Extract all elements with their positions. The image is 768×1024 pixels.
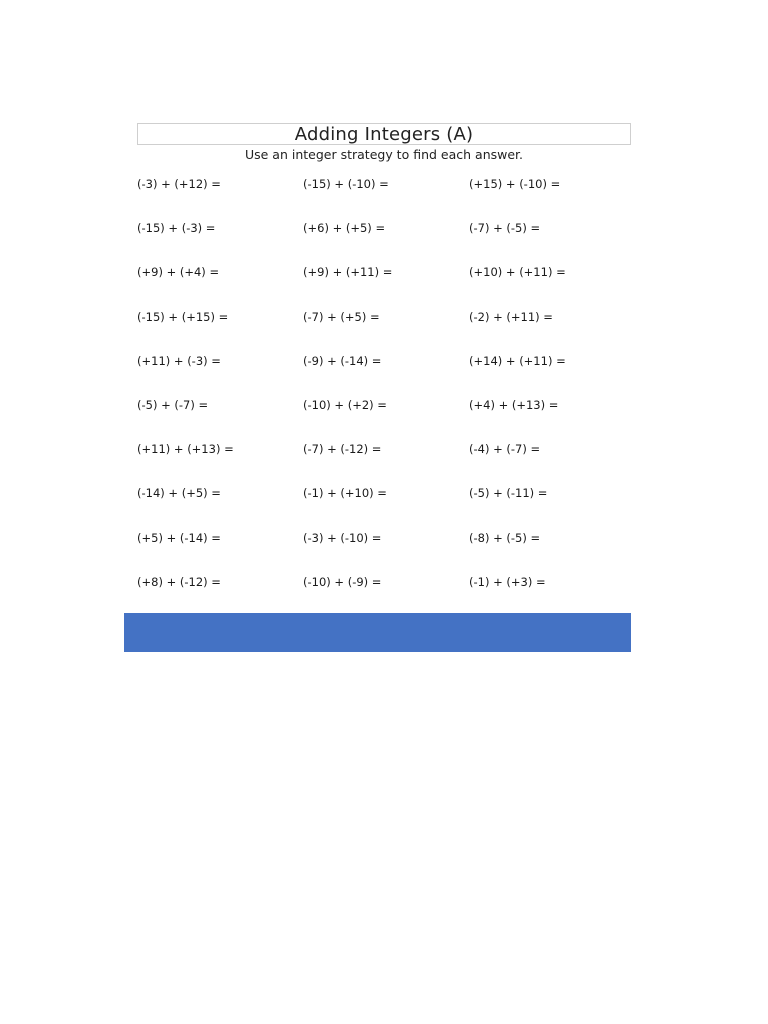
problem: (-15) + (-3) = [137,221,216,236]
problem: (-15) + (-10) = [303,177,389,191]
problem: (-5) + (-7) = [137,397,209,412]
worksheet [124,122,632,652]
problem: (-4) + (-7) = [469,442,541,457]
problem: (+14) + (+11) = [469,353,566,368]
problem: (-1) + (+3) = [469,574,546,589]
problem: (-3) + (-10) = [303,530,382,545]
problem: (+6) + (+5) = [303,221,386,236]
problem: (+10) + (+11) = [469,265,566,280]
problem: (+15) + (-10) = [469,177,561,191]
problem-grid [137,176,632,618]
problem: (-7) + (-5) = [469,221,541,236]
problem: (+11) + (+13) = [137,442,234,457]
problem: (-14) + (+5) = [137,486,221,501]
problem: (+4) + (+13) = [469,397,559,412]
problem: (+5) + (-14) = [137,530,221,545]
problem: (-9) + (-14) = [303,353,382,368]
worksheet-instructions: Use an integer strategy to find each answer. [244,147,524,162]
problem: (-7) + (-12) = [303,442,382,457]
worksheet-title: Adding Integers (A) [137,123,631,145]
problem: (+8) + (-12) = [137,574,221,589]
problem: (-1) + (+10) = [303,486,387,501]
problem: (+11) + (-3) = [137,353,221,368]
problem: (-5) + (-11) = [469,486,548,501]
problem: (-7) + (+5) = [303,309,380,324]
footer-bar [124,613,631,652]
problem: (-10) + (+2) = [303,397,387,412]
problem: (-8) + (-5) = [469,530,541,545]
problem: (-2) + (+11) = [469,309,553,324]
problem: (-15) + (+15) = [137,309,229,324]
problem: (-3) + (+12) = [137,177,221,191]
problem: (-10) + (-9) = [303,574,382,589]
problem: (+9) + (+11) = [303,265,393,280]
problem: (+9) + (+4) = [137,265,220,280]
